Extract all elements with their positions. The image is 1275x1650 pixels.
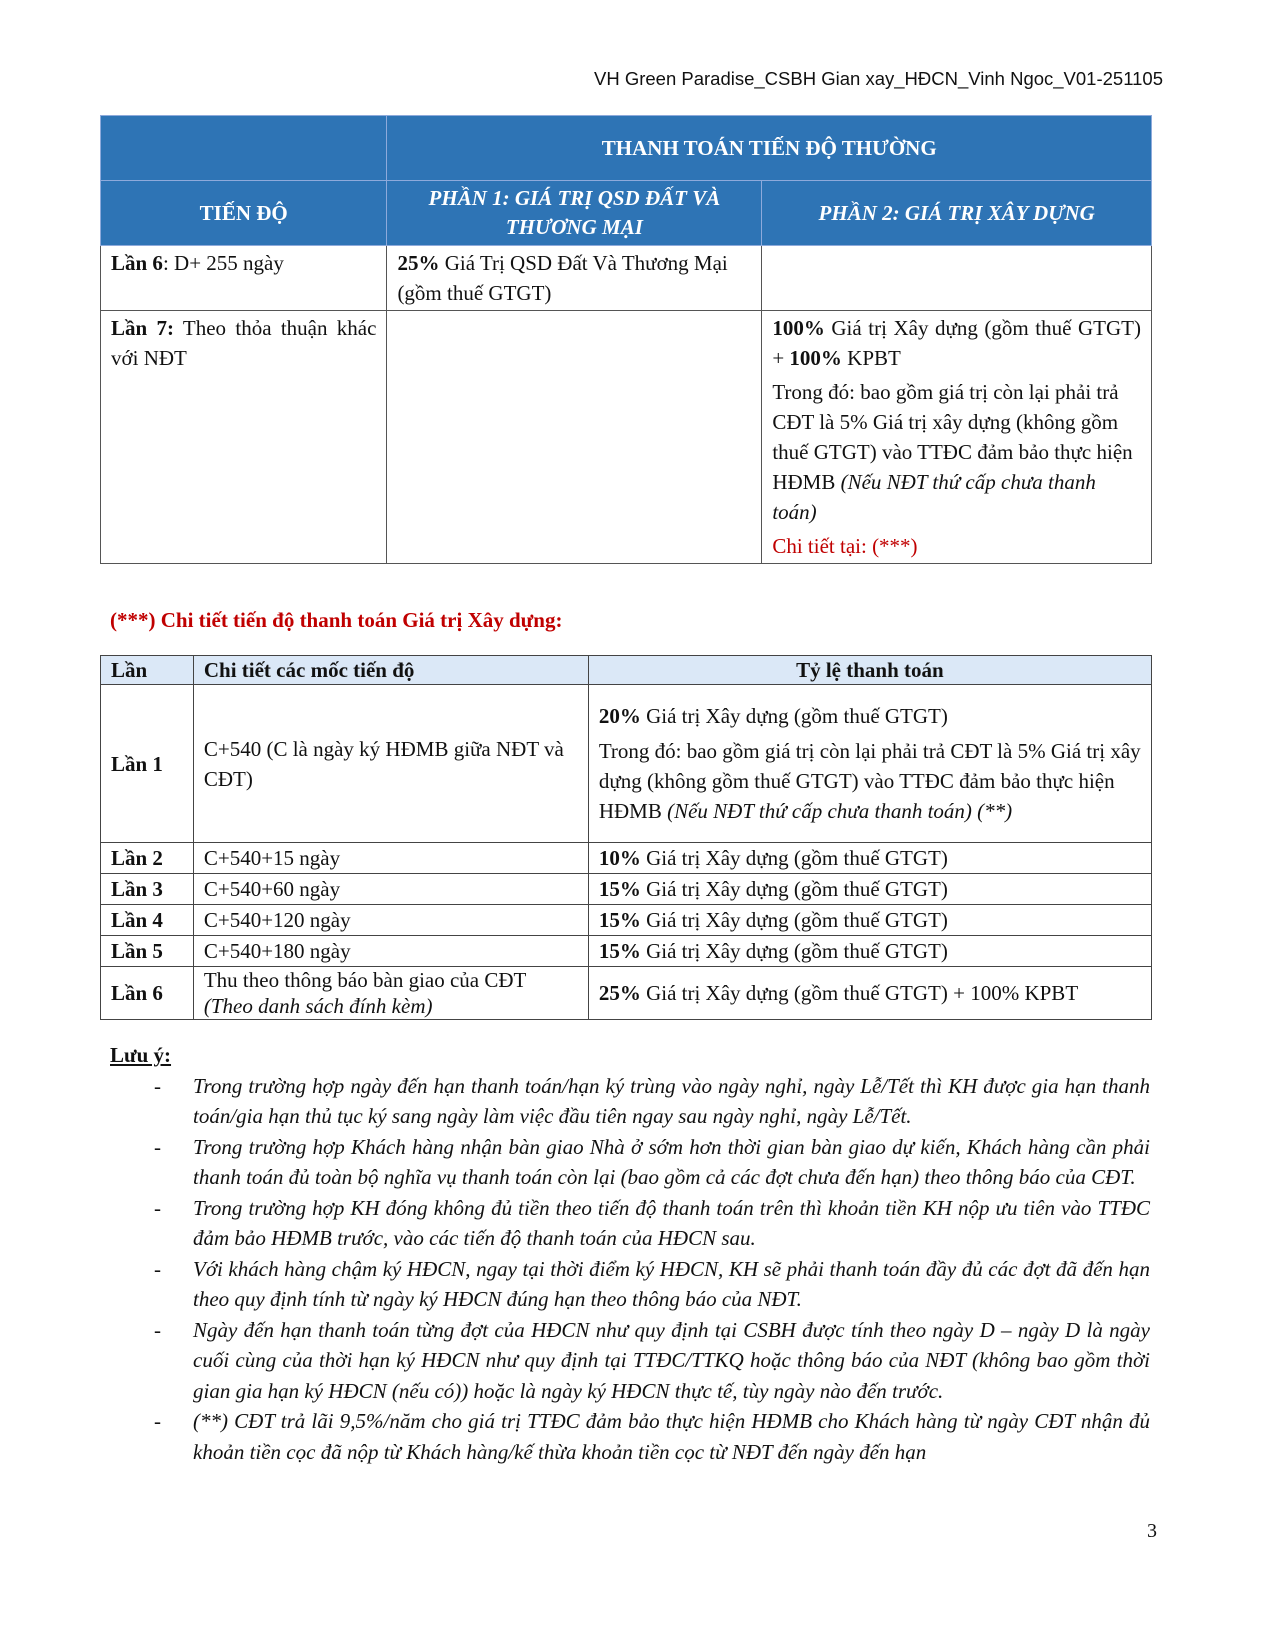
milestone-cell: C+540+180 ngày [193,936,588,967]
col-part2-header: PHẦN 2: GIÁ TRỊ XÂY DỰNG [762,181,1152,246]
note-item [110,1071,1150,1132]
milestone-cell [193,967,588,1020]
rate-cell [588,936,1151,967]
table-row [101,874,1152,905]
section-title: (***) Chi tiết tiến độ thanh toán Giá trị Xây dựng: [110,608,563,632]
payment-schedule-table [100,115,1152,564]
installment-cell: Lần 4 [101,905,194,936]
note-text: Trong đó: bao gồm giá trị còn lại phải trả CĐT là 5% Giá trị xây dựng (không gồm thuế GTGT) vào TTĐC đảm bảo thực hiện HĐMB [598,739,1141,823]
table-row [101,936,1152,967]
document-header: VH Green Paradise_CSBH Gian xay_HĐCN_Vinh Ngoc_V01-251105 [593,68,1163,89]
note-item [110,1406,1150,1467]
part2-cell [762,246,1152,311]
rate-text: Giá trị Xây dựng (gồm thuế GTGT) [640,939,948,963]
table-row [101,685,1152,843]
part2-cell [762,311,1152,564]
note-text: Với khách hàng chậm ký HĐCN, ngay tại thời điểm ký HĐCN, KH sẽ phải thanh toán đầy đủ các đợt đã đến hạn theo quy định tính từ ngày ký HĐCN đúng hạn theo thông báo của NĐT. [193,1256,1150,1311]
note-text: Trong trường hợp ngày đến hạn thanh toán/hạn ký trùng vào ngày nghỉ, ngày Lễ/Tết thì KH được gia hạn thanh toán/gia hạn thủ tục ký sang ngày làm việc đầu tiên ngay sau ngày nghỉ, ngày Lễ/Tết. [193,1073,1150,1128]
col-milestone-header: Chi tiết các mốc tiến độ [193,656,588,685]
table-row [101,905,1152,936]
installment-timing: : D+ 255 ngày [162,251,284,275]
rate-cell [588,685,1151,843]
percent-value: 15% [598,939,641,963]
part2-text: Giá trị Xây dựng (gồm thuế GTGT) + [772,316,1141,370]
note-text: Trong trường hợp KH đóng không đủ tiền theo tiến độ thanh toán trên thì khoản tiền KH nộp ưu tiên vào TTĐC đảm bảo HĐMB trước, vào các tiến độ thanh toán của HĐCN sau. [193,1195,1150,1250]
rate-cell [588,843,1151,874]
note-italic: (Nếu NĐT thứ cấp chưa thanh toán) (**) [667,799,1013,823]
milestone-cell: C+540+15 ngày [193,843,588,874]
milestone-italic: (Theo danh sách đính kèm) [203,994,433,1018]
page-number: 3 [1147,1520,1157,1542]
progress-cell [101,246,387,311]
note-item [110,1193,1150,1254]
dash-bullet-icon: - [154,1256,161,1281]
percent-value: 15% [598,908,641,932]
col-part1-header: PHẦN 1: GIÁ TRỊ QSD ĐẤT VÀ THƯƠNG MẠI [387,181,762,246]
note-item [110,1315,1150,1407]
dash-bullet-icon: - [154,1317,161,1342]
construction-payment-table [100,655,1152,1020]
part1-text: Giá Trị QSD Đất Và Thương Mại (gồm thuế GTGT) [397,251,728,305]
dash-bullet-icon: - [154,1195,161,1220]
note-text: (**) CĐT trả lãi 9,5%/năm cho giá trị TTĐC đảm bảo thực hiện HĐMB cho Khách hàng từ ngày CĐT nhận đủ khoản tiền cọc đã nộp từ Khách hàng/kế thừa khoản tiền cọc từ NĐT đến ngày đến hạn [193,1409,1150,1464]
part2-note [772,377,1141,527]
note-text: Trong trường hợp Khách hàng nhận bàn giao Nhà ở sớm hơn thời gian bàn giao dự kiến, Khách hàng cần phải thanh toán đủ toàn bộ nghĩa vụ thanh toán còn lại (bao gồm cả các đợt chưa đến hạn) theo thông báo của CĐT. [193,1134,1150,1189]
note-italic: (Nếu NĐT thứ cấp chưa thanh toán) [772,470,1096,524]
rate-text: Giá trị Xây dựng (gồm thuế GTGT) [640,908,948,932]
col-installment-header: Lần [101,656,194,685]
note-text: Trong đó: bao gồm giá trị còn lại phải trả CĐT là 5% Giá trị xây dựng (không gồm thuế GTGT) vào TTĐC đảm bảo thực hiện HĐMB [772,380,1133,494]
dash-bullet-icon: - [154,1409,161,1433]
percent-value: 100% [789,346,842,370]
installment-cell: Lần 2 [101,843,194,874]
rate-line [599,701,1141,731]
table-row [101,843,1152,874]
table-row [101,246,1152,311]
rate-cell [588,905,1151,936]
table-title: THANH TOÁN TIẾN ĐỘ THƯỜNG [387,116,1152,181]
installment-label: Lần 6 [111,251,163,275]
installment-cell: Lần 3 [101,874,194,905]
percent-value: 25% [397,251,440,275]
percent-value: 15% [598,877,641,901]
installment-cell: Lần 5 [101,936,194,967]
rate-text: Giá trị Xây dựng (gồm thuế GTGT) [640,846,948,870]
rate-text: Giá trị Xây dựng (gồm thuế GTGT) [640,704,948,728]
table-row [101,967,1152,1020]
percent-value: 10% [598,846,641,870]
installment-label: Lần 7: [111,316,174,340]
rate-note [599,736,1141,826]
rate-cell [588,874,1151,905]
notes-list [110,1071,1150,1468]
part2-text: KPBT [841,346,901,370]
table-row [101,311,1152,564]
milestone-text: Thu theo thông báo bàn giao của CĐT [203,968,527,992]
milestone-cell: C+540+60 ngày [193,874,588,905]
percent-value: 20% [598,704,641,728]
header-empty-cell [101,116,387,181]
milestone-cell: C+540+120 ngày [193,905,588,936]
notes-section [110,1040,1150,1467]
detail-reference-link[interactable]: Chi tiết tại: (***) [772,534,918,558]
installment-timing: Theo thỏa thuận khác với NĐT [111,316,377,370]
part1-cell [387,246,762,311]
rate-text: Giá trị Xây dựng (gồm thuế GTGT) [640,877,948,901]
installment-cell: Lần 6 [101,967,194,1020]
part2-amount [772,313,1141,373]
note-text: Ngày đến hạn thanh toán từng đợt của HĐCN như quy định tại CSBH được tính theo ngày D – ngày D là ngày cuối cùng của thời hạn ký HĐCN như quy định tại TTĐC/TTKQ hoặc thông báo của NĐT (không bao gồm thời gian gia hạn ký HĐCN (nếu có)) hoặc là ngày ký HĐCN thực tế, tùy ngày nào đến trước. [193,1317,1150,1403]
dash-bullet-icon: - [154,1073,161,1098]
progress-cell [101,311,387,564]
col-rate-header: Tỷ lệ thanh toán [588,656,1151,685]
note-item [110,1132,1150,1193]
col-progress-header: TIẾN ĐỘ [101,181,387,246]
note-item [110,1254,1150,1315]
percent-value: 100% [772,316,825,340]
rate-cell [588,967,1151,1020]
milestone-cell: C+540 (C là ngày ký HĐMB giữa NĐT và CĐT) [193,685,588,843]
installment-cell: Lần 1 [101,685,194,843]
percent-value: 25% [598,981,641,1005]
rate-text: Giá trị Xây dựng (gồm thuế GTGT) + 100% KPBT [640,981,1079,1005]
part1-cell [387,311,762,564]
notes-title: Lưu ý: [110,1043,172,1067]
dash-bullet-icon: - [154,1134,161,1159]
